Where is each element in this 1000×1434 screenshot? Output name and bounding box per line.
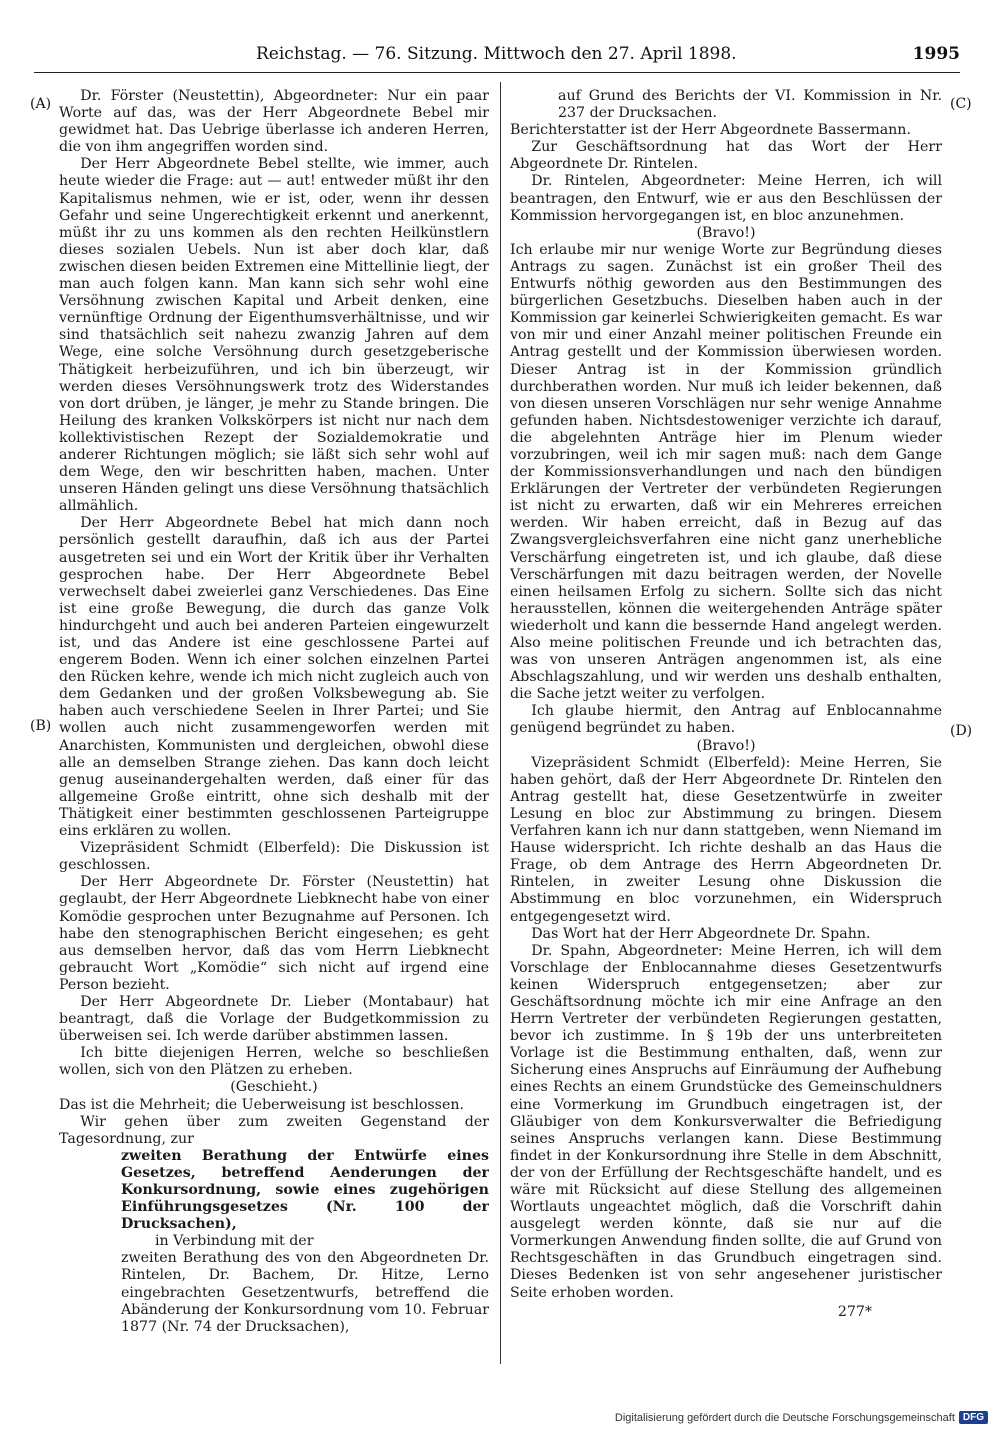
header-rule	[34, 72, 960, 73]
footer-credit	[615, 1411, 988, 1424]
page-number: 1995	[912, 44, 960, 64]
agenda-item: zweiten Berathung des von den Abgeordneten Dr. Rintelen, Dr. Bachem, Dr. Hitze, Lerno eingebrachten Gesetzentwurfs, betreffend die Abänderung der Konkursordnung vom 10. Februar 1877 (Nr. 74 der Drucksachen),	[121, 1250, 489, 1335]
margin-marker-c: (C)	[950, 96, 972, 112]
paragraph: Ich glaube hiermit, den Antrag auf Enblocannahme genügend begründet zu haben.	[510, 703, 942, 737]
paragraph: Der Herr Abgeordnete Dr. Förster (Neustettin) hat geglaubt, der Herr Abgeordnete Liebknecht habe von einer Komödie gesprochen unter Bezugnahme auf Personen. Ich habe den stenographischen Bericht eingesehen; es geht aus demselben hervor, daß das vom Herrn Liebknecht gebraucht Wort „Komödie“ sich nicht auf irgend eine Person bezieht.	[59, 874, 489, 993]
signature-mark: 277*	[837, 1303, 872, 1320]
paragraph: Dr. Förster (Neustettin), Abgeordneter: Nur ein paar Worte auf das, was der Herr Abgeordnete Bebel mir gewidmet hat. Das Uebrige überlasse ich anderen Herren, die von ihm angegriffen worden sind.	[59, 88, 489, 156]
paragraph: Dr. Spahn, Abgeordneter: Meine Herren, ich will dem Vorschlage der Enblocannahme dieses Gesetzentwurfs keinen Widerspruch entgegensetzen; aber zur Geschäftsordnung möchte ich mir eine Anfrage an den Herrn Vertreter der verbündeten Regierungen gestatten, bevor ich zustimme. In § 19b der uns unterbreiteten Vorlage ist die Bestimmung enthalten, daß, wenn zur Sicherung eines Anspruchs auf Einräumung der Aufhebung eines Rechts an einem Grundstücke des Gemeinschuldners eine Vormerkung im Grundbuch eingetragen ist, der Gläubiger von dem Konkursverwalter die Befriedigung seines Anspruchs verlangen kann. Diese Bestimmung findet in der Konkursordnung ihre Stelle in dem Abschnitt, der von der Erfüllung der Rechtsgeschäfte handelt, und es wäre mit Rücksicht auf diese Stellung des allgemeinen Wortlauts ungeachtet möglich, daß die Vorschrift dahin ausgelegt werden könnte, daß sie nur auf die Vormerkungen Anwendung finden sollte, die auf Grund von Rechtsgeschäften in das Grundbuch eingetragen sind. Dieses Bedenken ist von sehr angesehener juristischer Seite erhoben worden.	[510, 942, 942, 1301]
margin-marker-d: (D)	[950, 723, 973, 739]
stage-direction: (Bravo!)	[696, 737, 756, 754]
margin-marker-a: (A)	[30, 96, 52, 112]
paragraph: Der Herr Abgeordnete Bebel hat mich dann noch persönlich gestellt daraufhin, daß ich aus der Partei ausgetreten sei und ein Wort der Kritik über ihr Verhalten gesprochen habe. Der Herr Abgeordnete Bebel verwechselt dabei zweierlei ganz Verschiedenes. Das Eine ist eine große Bewegung, die durch das ganze Volk hindurchgeht und auch bei anderen Parteien eingewurzelt ist, und das Andere ist eine geschlossene Partei auf engerem Boden. Wenn ich einer solchen einzelnen Partei den Rücken kehre, wende ich mich nicht zugleich auch von dem Gedanken und der großen Volksbewegung ab. Sie haben auch verschiedene Seelen in Ihrer Partei; und Sie wollen auch nicht zusammengeworfen werden mit Anarchisten, Kommunisten und dergleichen, obwohl diese alle an demselben Strange ziehen. Das kann doch leicht genug auseinandergehalten werden, daß einer für das allgemeine Große eintritt, ohne sich deshalb mit der Thätigkeit einer bestimmten geschlossenen Parteigruppe eins erklären zu wollen.	[59, 515, 489, 840]
column-divider	[500, 82, 501, 1364]
dfg-logo-icon: DFG	[959, 1411, 988, 1424]
agenda-item: auf Grund des Berichts der VI. Kommission in Nr. 237 der Drucksachen.	[558, 88, 942, 122]
paragraph: Dr. Rintelen, Abgeordneter: Meine Herren, ich will beantragen, den Entwurf, wie er aus den Beschlüssen der Kommission hervorgegangen ist, en bloc anzunehmen.	[510, 173, 942, 224]
paragraph: Ich bitte diejenigen Herren, welche so beschließen wollen, sich von den Plätzen zu erheben.	[59, 1045, 489, 1079]
paragraph: Das Wort hat der Herr Abgeordnete Dr. Spahn.	[531, 925, 871, 942]
header-title: Reichstag. — 76. Sitzung. Mittwoch den 27. April 1898.	[256, 44, 737, 64]
stage-direction: (Bravo!)	[696, 224, 756, 241]
agenda-item: zweiten Berathung der Entwürfe eines Gesetzes, betreffend Aenderungen der Konkursordnung, sowie eines zugehörigen Einführungsgesetzes (Nr. 100 der Drucksachen),	[121, 1147, 489, 1233]
paragraph: Vizepräsident Schmidt (Elberfeld): Die Diskussion ist geschlossen.	[59, 840, 489, 874]
paragraph: Wir gehen über zum zweiten Gegenstand der Tagesordnung, zur	[59, 1113, 489, 1147]
footer-text: Digitalisierung gefördert durch die Deutsche Forschungsgemeinschaft	[614, 1411, 955, 1424]
paragraph: Ich erlaube mir nur wenige Worte zur Begründung dieses Antrags zu sagen. Zunächst ist ein großer Theil des Entwurfs nöthig geworden aus den Bestimmungen des bürgerlichen Gesetzbuchs. Dieselben haben auch in der Kommission gar keinerlei Schwierigkeiten gemacht. Es war von mir und einer Anzahl meiner politischen Freunde ein Antrag gestellt und der Kommission überwiesen worden. Dieser Antrag ist in der Kommission gründlich durchberathen worden. Nur muß ich leider bekennen, daß von diesen unseren Vorschlägen nur sehr wenige Annahme gefunden haben. Nichtsdestoweniger verzichte ich darauf, die abgelehnten Anträge hier im Plenum wieder vorzubringen, weil ich mir sagen muß: nach dem Gange der Kommissionsverhandlungen und nach den bündigen Erklärungen der Vertreter der verbündeten Regierungen ist nicht zu erwarten, daß wir ein Mehreres erreichen werden. Wir haben erreicht, daß in Bezug auf das Zwangsvergleichsverfahren eine nicht ganz unerhebliche Verschärfung eingetreten ist, und ich glaube, daß diese Verschärfungen mit dazu beitragen werden, der Novelle einen heilsamen Erfolg zu sichern. Sollte sich das nicht herausstellen, können die weitergehenden Anträge später wiederholt und kann die bessernde Hand angelegt werden. Also meine politischen Freunde und ich betrachten das, was von unseren Anträgen angenommen ist, als eine Abschlagszahlung, und wir werden uns deshalb enthalten, die Sache jetzt weiter zu verfolgen.	[510, 241, 942, 703]
stage-direction: (Geschieht.)	[230, 1079, 318, 1096]
agenda-connector: in Verbindung mit der	[155, 1233, 314, 1250]
paragraph: Berichterstatter ist der Herr Abgeordnete Bassermann.	[510, 122, 911, 139]
paragraph: Der Herr Abgeordnete Dr. Lieber (Montabaur) hat beantragt, daß die Vorlage der Budgetkommission zu überweisen sei. Ich werde darüber abstimmen lassen.	[59, 993, 489, 1045]
right-column	[510, 88, 942, 1366]
paragraph: Das ist die Mehrheit; die Ueberweisung ist beschlossen.	[59, 1096, 465, 1113]
paragraph: Der Herr Abgeordnete Bebel stellte, wie immer, auch heute wieder die Frage: aut — aut! entweder müßt ihr den Kapitalismus nehmen, wie er ist, oder, wenn ihr dessen Gefahr und seine Ungerechtigkeit erkennt und anerkennt, müßt ihr zu uns kommen als den rechten Heilkünstlern dieses sozialen Uebels. Nun ist aber doch klar, daß zwischen diesen beiden Extremen eine Mittellinie liegt, der man auch folgen kann. Man kann sich sehr wohl eine Versöhnung zwischen Kapital und Arbeit denken, eine vernünftige Ordnung der Eigenthumsverhältnisse, und wir sind thatsächlich seit nahezu zwanzig Jahren auf dem Wege, eine solche Versöhnung durch gesetzgeberische Thätigkeit herbeizuführen, und ich bin überzeugt, wir werden dieses Versöhnungswerk trotz des Widerstandes von dort drüben, je länger, je mehr zu Stande bringen. Die Heilung des kranken Volkskörpers ist nicht nur nach dem kollektivistischen Rezept der Sozialdemokratie und anderer Richtungen möglich; sie läßt sich sehr wohl auf dem Wege, den wir beschritten haben, machen. Unter unseren Händen gelingt uns diese Versöhnung thatsächlich allmählich.	[59, 156, 489, 515]
left-column	[59, 88, 489, 1366]
margin-marker-b: (B)	[30, 718, 52, 734]
paragraph: Zur Geschäftsordnung hat das Wort der Herr Abgeordnete Dr. Rintelen.	[510, 139, 942, 173]
paragraph: Vizepräsident Schmidt (Elberfeld): Meine Herren, Sie haben gehört, daß der Herr Abgeordnete Dr. Rintelen den Antrag gestellt hat, diese Gesetzentwürfe in zweiter Lesung en bloc zur Abstimmung zu bringen. Diesem Verfahren kann ich nur dann stattgeben, wenn Niemand im Hause widerspricht. Ich richte deshalb an das Haus die Frage, ob dem Antrage des Herrn Abgeordneten Dr. Rintelen, in zweiter Lesung ohne Diskussion die Abstimmung en bloc vorzunehmen, ein Widerspruch entgegengesetzt wird.	[510, 754, 942, 925]
